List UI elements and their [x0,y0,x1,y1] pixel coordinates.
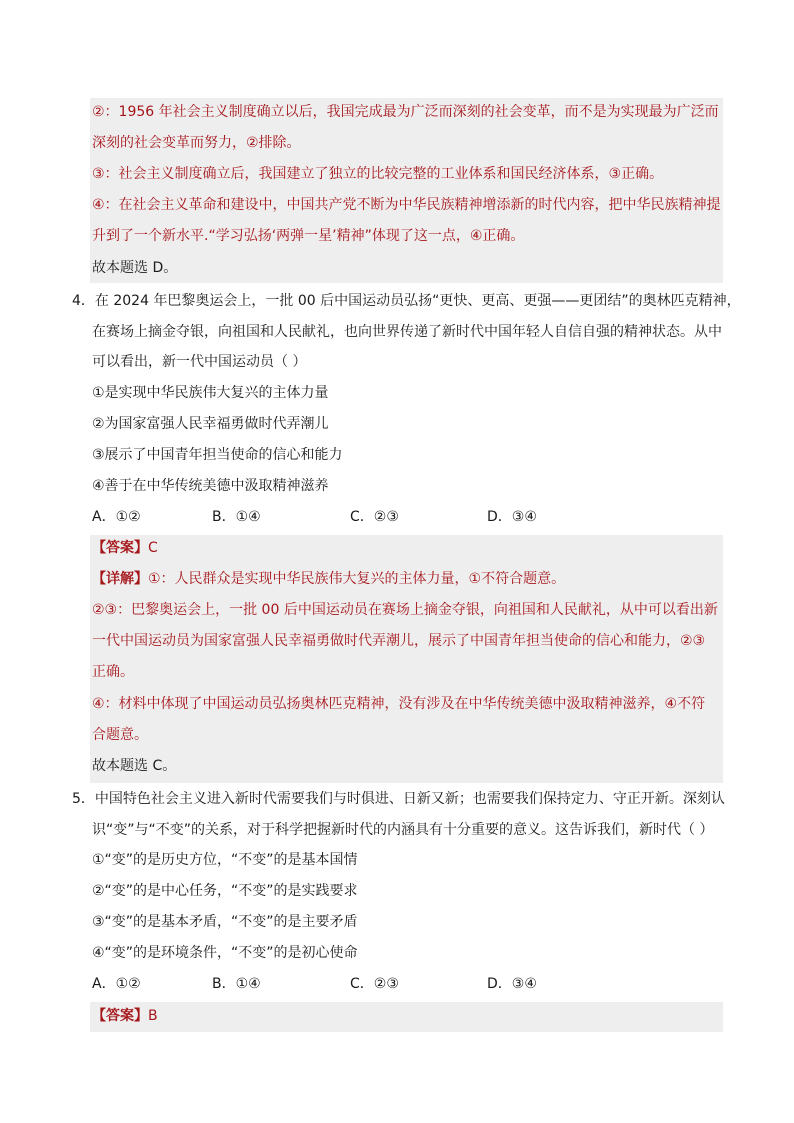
question-5-stem: 识“变”与“不变”的关系，对于科学把握新时代的内涵具有十分重要的意义。这告诉我们，新时代（ ） [92,822,714,838]
explanation-line: ②：1956 年社会主义制度确立以后，我国完成最为广泛而深刻的社会变革，而不是为实现最为广泛而 [92,104,719,120]
answer-value: C [148,540,158,556]
option-d: D．③④ [487,509,537,525]
detail-line: 合题意。 [92,727,148,743]
answer-line [92,536,158,560]
answer-block-q5 [90,1002,723,1032]
statement-item: ②“变”的是中心任务，“不变”的是实践要求 [92,883,358,899]
answer-options [92,972,652,996]
answer-tag: 【答案】 [92,540,148,556]
detail-line [92,567,565,591]
question-4-stem: 可以看出，新一代中国运动员（ ） [92,354,307,370]
option-b: B．①④ [212,509,261,525]
detail-text: ①：人民群众是实现中华民族伟大复兴的主体力量，①不符合题意。 [148,571,566,587]
explanation-line: 深刻的社会变革而努力，②排除。 [92,135,301,151]
option-a: A．①② [92,509,141,525]
detail-tag: 【详解】 [92,571,148,587]
answer-options [92,505,652,529]
conclusion-text: 故本题选 D。 [92,260,178,276]
answer-value: B [148,1008,158,1024]
answer-line [92,1004,158,1028]
statement-item: ④善于在中华传统美德中汲取精神滋养 [92,478,329,494]
option-b: B．①④ [212,976,261,992]
statement-item: ④“变”的是环境条件，“不变”的是初心使命 [92,945,358,961]
detail-line: ④：材料中体现了中国运动员弘扬奥林匹克精神，没有涉及在中华传统美德中汲取精神滋养，④不符 [92,696,706,712]
detail-line: ②③：巴黎奥运会上，一批 00 后中国运动员在赛场上摘金夺银，向祖国和人民献礼，从中可以看出新 [92,602,718,618]
question-4-stem: 4．在 2024 年巴黎奥运会上，一批 00 后中国运动员弘扬“更快、更高、更强——更团结”的奥林匹克精神， [72,293,741,309]
conclusion-text: 故本题选 C。 [92,758,177,774]
detail-line: 正确。 [92,664,134,680]
question-4-stem: 在赛场上摘金夺银，向祖国和人民献礼，也向世界传递了新时代中国年轻人自信自强的精神状态。从中 [92,324,722,340]
option-d: D．③④ [487,976,537,992]
explanation-block-q3 [90,98,723,283]
option-a: A．①② [92,976,141,992]
explanation-line: 升到了一个新水平.“学习弘扬‘两弹一星’精神”体现了这一点，④正确。 [92,228,525,244]
statement-item: ①是实现中华民族伟大复兴的主体力量 [92,385,329,401]
statement-item: ③“变”的是基本矛盾，“不变”的是主要矛盾 [92,914,358,930]
option-c: C．②③ [350,509,399,525]
detail-line: 一代中国运动员为国家富强人民幸福勇做时代弄潮儿，展示了中国青年担当使命的信心和能力，②③ [92,633,706,649]
option-c: C．②③ [350,976,399,992]
explanation-line: ④：在社会主义革命和建设中，中国共产党不断为中华民族精神增添新的时代内容，把中华民族精神提 [92,197,721,213]
statement-item: ③展示了中国青年担当使命的信心和能力 [92,447,343,463]
question-5-stem: 5．中国特色社会主义进入新时代需要我们与时俱进、日新又新；也需要我们保持定力、守正开新。深刻认 [72,791,725,807]
answer-tag: 【答案】 [92,1008,148,1024]
statement-item: ②为国家富强人民幸福勇做时代弄潮儿 [92,416,329,432]
statement-item: ①“变”的是历史方位，“不变”的是基本国情 [92,852,358,868]
explanation-line: ③：社会主义制度确立后，我国建立了独立的比较完整的工业体系和国民经济体系，③正确。 [92,166,664,182]
